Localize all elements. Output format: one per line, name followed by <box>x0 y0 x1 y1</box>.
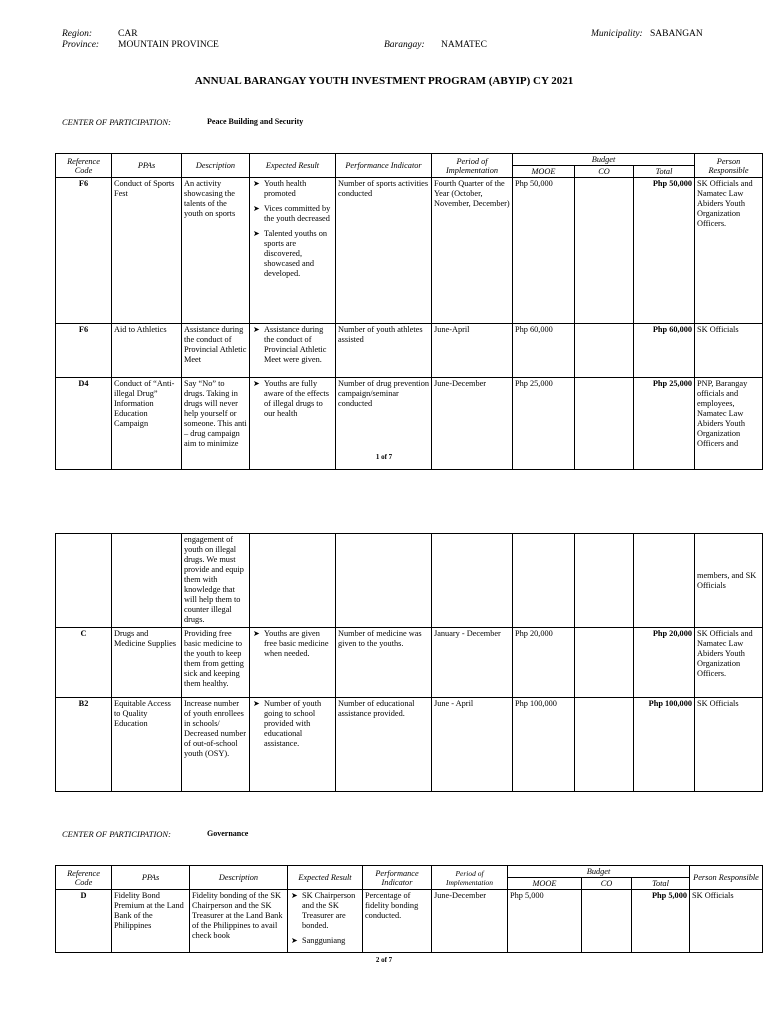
arrowhead-bullet-icon: ➤ <box>253 629 260 638</box>
ref-cell: C <box>56 628 112 698</box>
list-item <box>252 229 333 279</box>
arrowhead-bullet-icon: ➤ <box>291 936 298 945</box>
list-item <box>252 629 333 659</box>
desc-cell: engagement of youth on illegal drugs. We must provide and equip them with knowledge that will help them to counter illegal drugs. <box>182 534 250 628</box>
period-cell: June - April <box>432 698 513 792</box>
ref-cell <box>56 534 112 628</box>
expected-result-list <box>252 325 333 365</box>
desc-cell: Say “No” to drugs. Taking in drugs will never help yourself or someone. This anti – drug campaign aim to minimize <box>182 378 250 470</box>
table-row <box>56 698 763 792</box>
list-item <box>252 204 333 224</box>
indicator-cell: Percentage of fidelity bonding conducted. <box>363 890 432 953</box>
list-item <box>290 936 360 946</box>
expected-result-text: Sangguniang <box>302 936 346 945</box>
period-cell: January - December <box>432 628 513 698</box>
desc-cell: Providing free basic medicine to the youth to keep them from getting sick and keeping them healthy. <box>182 628 250 698</box>
province-label: Province: <box>62 40 100 50</box>
ref-cell: F6 <box>56 324 112 378</box>
person-cell: SK Officials and Namatec Law Abiders Youth Organization Officers. <box>695 628 763 698</box>
ppa-table-continued <box>55 533 763 792</box>
col-performance-indicator: Performance Indicator <box>336 154 432 178</box>
mooe-cell: Php 100,000 <box>513 698 575 792</box>
expected-result-text: Assistance during the conduct of Provincial Athletic Meet were given. <box>264 325 327 364</box>
expected-result-cell <box>288 890 363 953</box>
total-cell: Php 20,000 <box>634 628 695 698</box>
period-cell: Fourth Quarter of the Year (October, November, December) <box>432 178 513 324</box>
list-item <box>252 325 333 365</box>
col-expected-result: Expected Result <box>250 154 336 178</box>
period-cell: June-December <box>432 890 508 953</box>
expected-result-text: Youth health promoted <box>264 179 307 198</box>
co-cell <box>575 178 634 324</box>
desc-cell: Increase number of youth enrollees in schools/ Decreased number of out-of-school youth (OSY). <box>182 698 250 792</box>
col-period: Period of Implementation <box>432 154 513 178</box>
center-of-participation-label: CENTER OF PARTICIPATION: <box>62 117 171 127</box>
ppa-table-peace-building <box>55 153 763 470</box>
center-of-participation-value: Peace Building and Security <box>207 117 304 126</box>
ppas-cell: Conduct of Sports Fest <box>112 178 182 324</box>
expected-result-text: Talented youths on sports are discovered, showcased and developed. <box>264 229 328 278</box>
arrowhead-bullet-icon: ➤ <box>291 891 298 900</box>
person-cell: SK Officials <box>695 324 763 378</box>
arrowhead-bullet-icon: ➤ <box>253 699 260 708</box>
indicator-cell: Number of educational assistance provided. <box>336 698 432 792</box>
indicator-cell: Number of drug prevention campaign/seminar conducted <box>336 378 432 470</box>
indicator-cell: Number of medicine was given to the youths. <box>336 628 432 698</box>
expected-result-text: Youths are given free basic medicine when needed. <box>264 629 329 658</box>
list-item <box>290 891 360 931</box>
region-label: Region: <box>62 29 93 39</box>
indicator-cell <box>336 534 432 628</box>
col-total: Total <box>634 166 695 178</box>
list-item <box>252 379 333 419</box>
ref-cell: D <box>56 890 112 953</box>
expected-result-cell <box>250 534 336 628</box>
expected-result-text: SK Chairperson and the SK Treasurer are bonded. <box>302 891 356 930</box>
desc-cell: Fidelity bonding of the SK Chairperson and the SK Treasurer at the Land Bank of the Philippines to avail check book <box>190 890 288 953</box>
ppas-cell <box>112 534 182 628</box>
table-row <box>56 534 763 628</box>
col-person-responsible: Person Responsible <box>695 154 763 178</box>
mooe-cell: Php 50,000 <box>513 178 575 324</box>
person-cell: SK Officials and Namatec Law Abiders Youth Organization Officers. <box>695 178 763 324</box>
co-cell <box>575 534 634 628</box>
total-cell <box>634 534 695 628</box>
ref-cell: D4 <box>56 378 112 470</box>
expected-result-list <box>252 379 333 419</box>
col-mooe: MOOE <box>513 166 575 178</box>
province-value: MOUNTAIN PROVINCE <box>118 40 219 50</box>
barangay-value: NAMATEC <box>441 40 487 50</box>
indicator-cell: Number of youth athletes assisted <box>336 324 432 378</box>
barangay-label: Barangay: <box>384 40 425 50</box>
expected-result-cell <box>250 178 336 324</box>
ppas-cell: Conduct of “Anti-illegal Drug” Information Education Campaign <box>112 378 182 470</box>
table-row <box>56 178 763 324</box>
expected-result-text: Number of youth going to school provided with educational assistance. <box>264 699 322 748</box>
ppa-table-governance <box>55 865 763 953</box>
total-cell: Php 50,000 <box>634 178 695 324</box>
person-cell: members, and SK Officials <box>695 534 763 628</box>
table-row <box>56 890 763 953</box>
desc-cell: Assistance during the conduct of Provincial Athletic Meet <box>182 324 250 378</box>
list-item <box>252 699 333 749</box>
col-performance-indicator: Performance Indicator <box>363 866 432 890</box>
expected-result-cell <box>250 324 336 378</box>
col-reference-code: Reference Code <box>56 866 112 890</box>
mooe-cell <box>513 534 575 628</box>
mooe-cell: Php 20,000 <box>513 628 575 698</box>
col-reference-code: Reference Code <box>56 154 112 178</box>
col-description: Description <box>182 154 250 178</box>
list-item <box>252 179 333 199</box>
period-cell: June-December <box>432 378 513 470</box>
document-title: ANNUAL BARANGAY YOUTH INVESTMENT PROGRAM (ABYIP) CY 2021 <box>194 75 574 87</box>
person-cell: SK Officials <box>690 890 763 953</box>
col-ppas: PPAs <box>112 154 182 178</box>
expected-result-cell <box>250 698 336 792</box>
col-expected-result: Expected Result <box>288 866 363 890</box>
person-cell: PNP, Barangay officials and employees, Namatec Law Abiders Youth Organization Officers and <box>695 378 763 470</box>
expected-result-text: Youths are fully aware of the effects of illegal drugs to our health <box>264 379 330 418</box>
expected-result-text: Vices committed by the youth decreased <box>264 204 331 223</box>
mooe-cell: Php 60,000 <box>513 324 575 378</box>
page-number-2: 2 of 7 <box>375 956 393 964</box>
table-row <box>56 628 763 698</box>
arrowhead-bullet-icon: ➤ <box>253 229 260 238</box>
col-total: Total <box>632 878 690 890</box>
ppas-cell: Aid to Athletics <box>112 324 182 378</box>
total-cell: Php 100,000 <box>634 698 695 792</box>
period-cell <box>432 534 513 628</box>
co-cell <box>575 698 634 792</box>
mooe-cell: Php 5,000 <box>508 890 582 953</box>
municipality-value: SABANGAN <box>650 29 703 39</box>
arrowhead-bullet-icon: ➤ <box>253 179 260 188</box>
region-value: CAR <box>118 29 138 39</box>
col-ppas: PPAs <box>112 866 190 890</box>
ppas-cell: Equitable Access to Quality Education <box>112 698 182 792</box>
expected-result-list <box>290 891 360 946</box>
ref-cell: B2 <box>56 698 112 792</box>
ref-cell: F6 <box>56 178 112 324</box>
total-cell: Php 5,000 <box>632 890 690 953</box>
desc-cell: An activity showcasing the talents of the youth on sports <box>182 178 250 324</box>
ppas-cell: Fidelity Bond Premium at the Land Bank of the Philippines <box>112 890 190 953</box>
period-cell: June-April <box>432 324 513 378</box>
col-co: CO <box>582 878 632 890</box>
page-number: 1 of 7 <box>375 453 393 461</box>
total-cell: Php 25,000 <box>634 378 695 470</box>
col-budget: Budget <box>513 154 695 166</box>
ppas-cell: Drugs and Medicine Supplies <box>112 628 182 698</box>
mooe-cell: Php 25,000 <box>513 378 575 470</box>
table-row <box>56 324 763 378</box>
municipality-label: Municipality: <box>591 29 643 39</box>
col-period: Period of Implementation <box>432 866 508 890</box>
expected-result-list <box>252 699 333 749</box>
co-cell <box>582 890 632 953</box>
col-budget: Budget <box>508 866 690 878</box>
indicator-cell: Number of sports activities conducted <box>336 178 432 324</box>
arrowhead-bullet-icon: ➤ <box>253 325 260 334</box>
col-co: CO <box>575 166 634 178</box>
expected-result-list <box>252 179 333 279</box>
expected-result-list <box>252 629 333 659</box>
col-person-responsible: Person Responsible <box>690 866 763 890</box>
col-mooe: MOOE <box>508 878 582 890</box>
person-cell: SK Officials <box>695 698 763 792</box>
total-cell: Php 60,000 <box>634 324 695 378</box>
center-of-participation-label-2: CENTER OF PARTICIPATION: <box>62 829 171 839</box>
arrowhead-bullet-icon: ➤ <box>253 379 260 388</box>
expected-result-cell <box>250 628 336 698</box>
co-cell <box>575 324 634 378</box>
col-description: Description <box>190 866 288 890</box>
co-cell <box>575 628 634 698</box>
arrowhead-bullet-icon: ➤ <box>253 204 260 213</box>
center-of-participation-value-2: Governance <box>207 829 249 838</box>
